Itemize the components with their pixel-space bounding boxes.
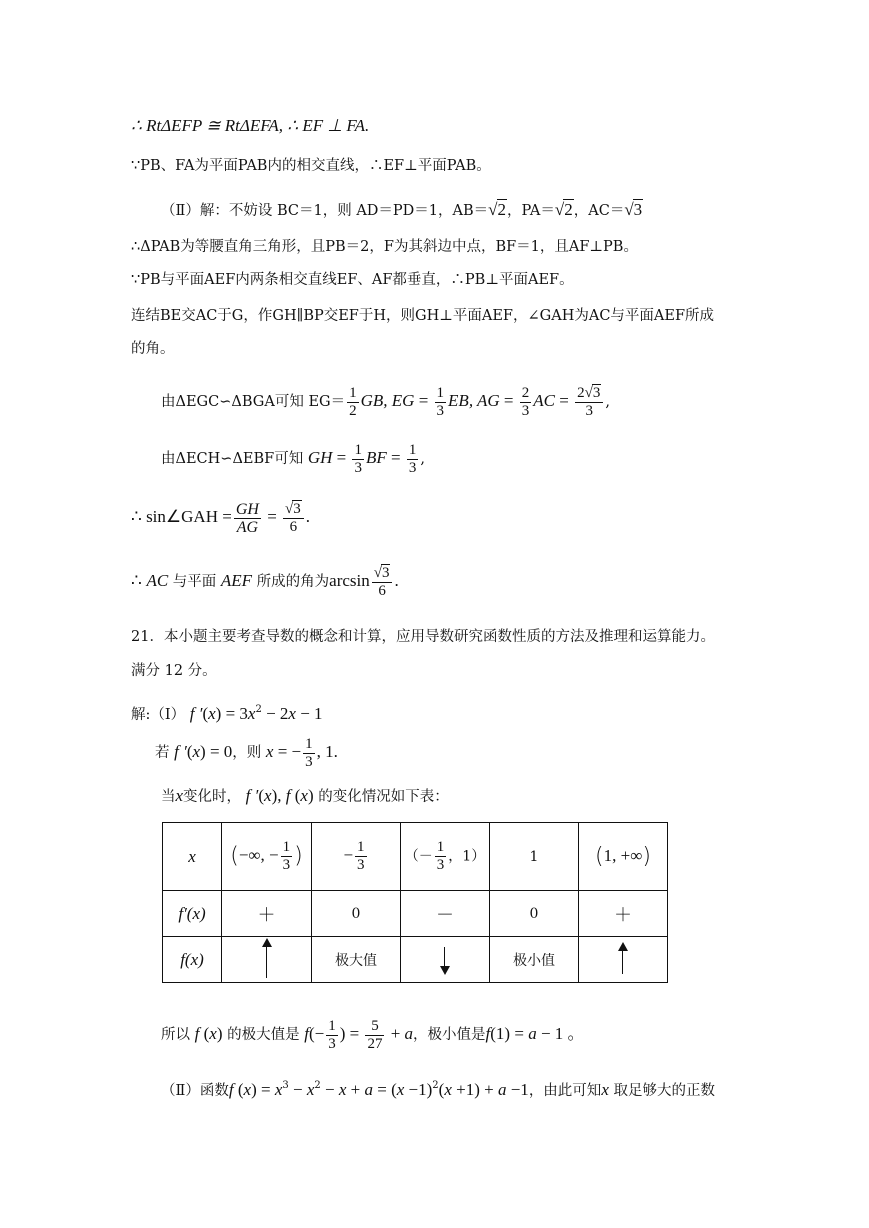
table-cell: 1: [490, 823, 579, 891]
text-line-1: [131, 116, 369, 137]
assumption-text: （Ⅱ）解：不妨设 BC＝1，则 AD＝PD＝1，AB＝: [161, 203, 489, 219]
table-cell: ＋: [222, 891, 312, 937]
then-label: ，则: [232, 745, 262, 761]
table-row: [163, 823, 668, 891]
increasing-arrow-icon: [618, 942, 628, 974]
text-line-4: ∴ΔPAB为等腰直角三角形，且PB＝2，F为其斜边中点，BF＝1，且AF⊥PB。: [131, 239, 638, 255]
congruence-statement: ∴ RtΔEFP ≅ RtΔEFA, ∴ EF ⊥ FA.: [131, 116, 370, 135]
table-cell: f(x): [163, 937, 222, 983]
max-label: 的极大值是: [227, 1027, 300, 1043]
fraction: $\frac{GH}{AG}$: [235, 500, 259, 536]
large-positive-label: 取足够大的正数: [613, 1083, 715, 1099]
table-cell: − $\frac{1}{3}$: [312, 823, 401, 891]
table-cell: (1, +∞): [579, 823, 668, 891]
text-line-6: 连结BE交AC于G，作GH∥BP交EF于H，则GH⊥平面AEF，∠GAH为AC与平面AEF所成: [131, 308, 715, 324]
angle-label: 所成的角为: [256, 574, 330, 590]
table-cell: 0: [490, 891, 579, 937]
fraction: $\frac{1}{2}$: [349, 384, 357, 419]
table-cell: 极大值: [312, 937, 401, 983]
fraction: $\frac{1}{3}$: [408, 441, 417, 476]
ac-label: ，AC＝: [573, 203, 625, 219]
text-line-16: 当x变化时， f ′(x), f (x) 的变化情况如下表：: [161, 786, 449, 805]
decreasing-arrow-icon: [440, 941, 450, 975]
min-label: ，极小值是: [413, 1027, 486, 1043]
text-line-10: ∴ sin∠GAH = $\frac{GH}{AG}$ = $\frac{√3}{6}$ .: [131, 500, 311, 536]
fraction: $\frac{1}{3}$: [436, 384, 445, 419]
hence-label: ，由此可知: [528, 1083, 602, 1099]
if-label: 若: [155, 745, 170, 761]
text-line-15: 若 f ′(x) = 0，则 x = − $\frac{1}{3}$ , 1.: [155, 735, 338, 770]
text-line-14: 解:（Ⅰ） f $'(x) = 3x^2 - 2x - 1$: [131, 704, 323, 723]
table-cell: [222, 937, 312, 983]
therefore-symbol: ∴: [131, 571, 142, 590]
pa-label: ，PA＝: [507, 203, 555, 219]
table-cell: (−∞, − $\frac{1}{3}$ ): [222, 823, 312, 891]
increasing-arrow-icon: [262, 938, 272, 978]
text-line-11: ∴ AC 与平面 AEF 所成的角为arcsin $\frac{√3}{6}$ .: [131, 565, 399, 599]
table-cell: （－ $\frac{1}{3}$ ，1）: [401, 823, 490, 891]
table-cell: [401, 937, 490, 983]
fraction: $\frac{2√3}{3}$: [575, 384, 603, 420]
text-line-18: （Ⅱ）函数f $(x) = x^3 - x^2 - x + a = (x -1)^2(x +1) + a -1$，由此可知x 取足够大的正数: [161, 1080, 715, 1099]
text-line-5: ∵PB与平面AEF内两条相交直线EF、AF都垂直，∴PB⊥平面AEF。: [131, 272, 574, 288]
text-line-17: 所以 f (x) 的极大值是 f(− $\frac{1}{3}$ ) = $\frac{5}{27}$ + a，极小值是f(1) = a − 1 。: [161, 1017, 585, 1052]
fraction: $\frac{2}{3}$: [521, 384, 530, 419]
text-line-12: 21．本小题主要考查导数的概念和计算，应用导数研究函数性质的方法及推理和运算能力。: [131, 629, 715, 645]
part-two-label: （Ⅱ）函数: [161, 1083, 229, 1099]
fraction: $\frac{√3}{6}$: [372, 564, 393, 600]
text-line-8: 由ΔEGC∽ΔBGA可知 EG＝ $\frac{1}{2}$ GB, EG = $\frac{1}{3}$ EB, AG = $\frac{2}{3}$ AC = $\frac{2√3}{3}$ ,: [161, 384, 610, 419]
table-row: [163, 937, 668, 983]
text-line-7: 的角。: [131, 341, 175, 357]
text-line-2: ∵PB、FA为平面PAB内的相交直线，∴EF⊥平面PAB。: [131, 158, 491, 174]
when-label: 当: [161, 789, 176, 805]
plane-label: 与平面: [172, 574, 217, 590]
table-cell: x: [163, 823, 222, 891]
table-cell: [579, 937, 668, 983]
fraction: $\frac{1}{3}$: [354, 441, 362, 476]
table-cell: f′(x): [163, 891, 222, 937]
similar-triangle-text-2: 由ΔECH∽ΔEBF可知: [161, 451, 304, 467]
table-cell: 0: [312, 891, 401, 937]
change-label: 变化时，: [183, 789, 242, 805]
variation-table: [162, 822, 668, 983]
table-cell: －: [401, 891, 490, 937]
so-label: 所以: [161, 1027, 190, 1043]
sine-text: ∴ sin∠GAH =: [131, 507, 232, 526]
table-intro: 的变化情况如下表：: [318, 789, 449, 805]
fraction: $\frac{1}{3}$: [305, 735, 313, 770]
text-line-3: （Ⅱ）解：不妨设 BC＝1，则 AD＝PD＝1，AB＝√2，PA＝√2，AC＝√3: [161, 200, 643, 219]
fraction: $\frac{√3}{6}$: [283, 500, 304, 536]
text-line-9: 由ΔECH∽ΔEBF可知 GH = $\frac{1}{3}$ BF = $\frac{1}{3}$ ,: [161, 441, 425, 476]
solution-label: 解:（Ⅰ）: [131, 707, 186, 723]
table-cell: ＋: [579, 891, 668, 937]
table-cell: 极小值: [490, 937, 579, 983]
similar-triangle-text: 由ΔEGC∽ΔBGA可知 EG＝: [161, 394, 346, 410]
text-line-13: 满分 12 分。: [131, 663, 217, 679]
table-row: [163, 891, 668, 937]
